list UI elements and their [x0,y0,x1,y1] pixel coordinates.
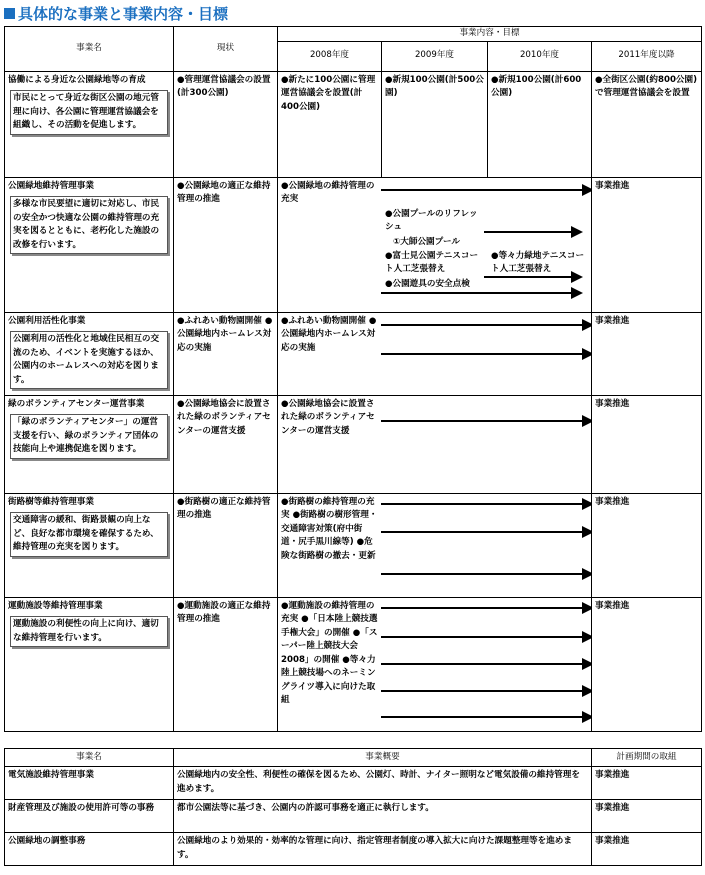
project-cell [5,312,174,395]
content-cell [278,395,592,493]
sub-project-name: 財産管理及び施設の使用許可等の事務 [5,800,174,833]
project-name: 公園利用活性化事業 [8,315,86,326]
project-table [4,26,702,732]
project-cell [5,493,174,597]
y2010-cell: ●新規100公園(計600公園) [488,71,592,177]
project-name: 公園緑地維持管理事業 [8,180,94,191]
content-cell [278,177,592,312]
table-row [5,597,702,731]
header-2009: 2009年度 [382,41,488,71]
arrow-icon [381,573,592,575]
arrow-icon [381,636,592,638]
status-cell: ●管理運営協議会の設置(計300公園) [174,71,278,177]
project-cell [5,395,174,493]
header-project: 事業名 [5,27,174,72]
table-row [5,177,702,312]
header-status: 現状 [174,27,278,72]
title-square-icon [4,8,15,19]
table-row [5,71,702,177]
sub-header-summary: 事業概要 [174,749,592,767]
y2011-cell: 事業推進 [592,177,702,312]
sub-project-name: 公園緑地の調整事務 [5,833,174,866]
page-title-text: 具体的な事業と事業内容・目標 [18,4,229,23]
status-cell: ●公園緑地の適正な維持管理の推進 [174,177,278,312]
project-cell [5,177,174,312]
arrow-icon [381,663,592,665]
table-row [5,833,702,866]
arrow-icon [381,531,592,533]
header-content: 事業内容・目標 [278,27,702,42]
arrow-icon [381,324,592,326]
y2011-cell: 事業推進 [592,312,702,395]
status-cell: ●ふれあい動物園開催 ●公園緑地内ホームレス対応の実施 [174,312,278,395]
header-2010: 2010年度 [488,41,592,71]
project-description: 「緑のボランティアセンター」の運営支援を行い、緑のボランティア団体の技能向上や連携促進を図ります。 [10,414,168,459]
header-2008: 2008年度 [278,41,382,71]
sub-header-plan: 計画期間の取組 [592,749,702,767]
y2011-cell: 事業推進 [592,597,702,731]
y2009-text-b: ①大師公園プール [393,236,485,250]
arrow-icon [381,503,592,505]
sub-plan: 事業推進 [592,800,702,833]
project-name: 緑のボランティアセンター運営事業 [8,398,145,409]
y2011-cell: 事業推進 [592,395,702,493]
y2010-text: ●等々力緑地テニスコート人工芝張替え [491,250,591,277]
project-name: 街路樹等維持管理事業 [8,496,94,507]
arrow-icon [381,292,581,294]
project-cell [5,597,174,731]
sub-plan: 事業推進 [592,767,702,800]
sub-summary: 公園緑地内の安全性、利便性の確保を図るため、公園灯、時計、ナイター照明など電気設備の維持管理を進めます。 [174,767,592,800]
arrow-icon [381,353,592,355]
project-name: 協働による身近な公園緑地等の育成 [8,74,146,85]
table-row [5,395,702,493]
project-name: 運動施設等維持管理事業 [8,600,103,611]
y2008-text: ●公園緑地協会に設置された緑のボランティアセンターの運営支援 [281,398,375,436]
y2009-cell: ●新規100公園(計500公園) [382,71,488,177]
arrow-icon [381,716,592,718]
y2009-text-d: ●公園遊具の安全点検 [385,278,481,292]
table-row [5,767,702,800]
sub-header-project: 事業名 [5,749,174,767]
status-cell: ●運動施設の適正な維持管理の推進 [174,597,278,731]
y2011-cell: ●全街区公園(約800公園)で管理運営協議会を設置 [592,71,702,177]
page-title [4,3,228,23]
arrow-icon [381,607,592,609]
y2008-cell: ●新たに100公園に管理運営協議会を設置(計400公園) [278,71,382,177]
arrow-icon [381,189,592,191]
y2008-text: ●ふれあい動物園開催 ●公園緑地内ホームレス対応の実施 [281,315,377,353]
arrow-icon [381,690,592,692]
y2008-text: ●公園緑地の維持管理の充実 [281,180,375,204]
project-description: 市民にとって身近な街区公園の地元管理に向け、各公園に管理運営協議会を組織し、その活動を促進します。 [10,90,168,135]
y2009-text-c: ●富士見公園テニスコート人工芝張替え [385,250,481,277]
arrow-icon [484,276,581,278]
sub-project-name: 電気施設維持管理事業 [5,767,174,800]
y2011-cell: 事業推進 [592,493,702,597]
other-projects-table [4,748,702,866]
content-cell [278,312,592,395]
y2008-text: ●運動施設の維持管理の充実 ●「日本陸上競技選手権大会」の開催 ●「スーパー陸上競技大会2008」の開催 ●等々力陸上競技場へのネーミングライツ導入に向けた取組 [281,600,378,705]
y2009-text-a: ●公園プールのリフレッシュ [385,208,481,235]
table-row [5,800,702,833]
sub-summary: 公園緑地のより効果的・効率的な管理に向け、指定管理者制度の導入拡大に向けた課題整理等を進めます。 [174,833,592,866]
sub-plan: 事業推進 [592,833,702,866]
status-cell: ●公園緑地協会に設置された緑のボランティアセンターの運営支援 [174,395,278,493]
project-cell [5,71,174,177]
header-2011: 2011年度以降 [592,41,702,71]
content-cell [278,597,592,731]
project-description: 公園利用の活性化と地域住民相互の交流のため、イベントを実施するほか、公園内のホームレスへの対応を図ります。 [10,331,168,389]
project-description: 運動施設の利便性の向上に向け、適切な維持管理を行います。 [10,616,168,647]
sub-summary: 都市公園法等に基づき、公園内の許認可事務を適正に執行します。 [174,800,592,833]
arrow-icon [381,420,592,422]
status-cell: ●街路樹の適正な維持管理の推進 [174,493,278,597]
y2008-text: ●街路樹の維持管理の充実 ●街路樹の樹形管理・交通障害対策(府中街道・尻手黒川線等) ●危険な街路樹の撤去・更新 [281,496,378,561]
project-description: 多様な市民要望に適切に対応し、市民の安全かつ快適な公園の維持管理の充実を図るとともに、老朽化した施設の改修を行います。 [10,196,168,254]
table-row [5,493,702,597]
content-cell [278,493,592,597]
arrow-icon [484,231,581,233]
project-description: 交通障害の緩和、街路景観の向上など、良好な都市環境を確保するため、維持管理の充実を図ります。 [10,512,168,557]
table-row [5,312,702,395]
